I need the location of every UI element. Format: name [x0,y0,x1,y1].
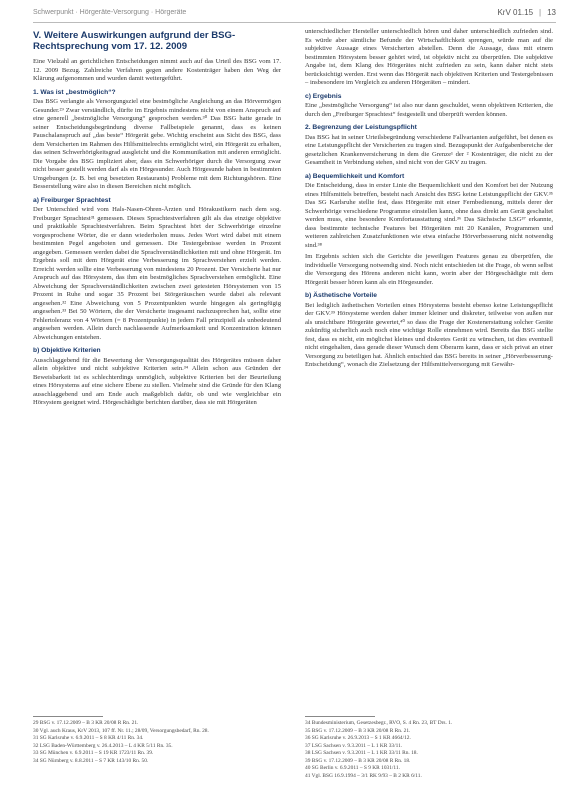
body-paragraph: Das BSG hat in seiner Urteilsbegründung verschiedene Fallvarianten aufgeführt, bei denen es eine Leistungspflicht der Versicherten zu tragen sind. Bezugspunkt der Aufgabenbereiche der gesetzlichen Krankenversicherung in dem die Grenze¹ der ² Kostenträger, die nicht zu der Gesamtheit in Verbindung stehen, sind nicht von der GKV zu tragen. [305,133,553,166]
subsection-heading: 1. Was ist „bestmöglich“? [33,88,116,96]
footnote: 40 SG Berlin v. 6.9.2011 – S 9 KR 1031/11. [305,765,400,771]
footnote: 39 BSG v. 17.12.2009 – B 3 KR 20/08 R Rn. 18. [305,757,411,764]
body-paragraph: Der Unterschied wird vom Hals-Nasen-Ohren-Ärzten und Hörakustikern nach dem sog. Freiburger Sprachtest³¹ gemessen. Dieses Sprachtestverfahren gilt als das einzige objektive und praktikable Sprachtestverfahren. Beim Sprachtest hört der Schwerhörige einzelne vorgesprochene Wörter, die er dann wiederholen muss. Jedes Wort wird dabei mit einem bestimmten Pegel angeboten und gemessen. Die Testergebnisse werden in Prozent angegeben. Gemessen werden dabei die Sprachverständlichkeiten mit und ohne Hörgerät. Im Ergebnis soll mit dem Hörgerät eine Verbesserung im Sprachverstehen erzielt werden. Erreicht werden sollte eine Verbesserung von mindestens 20 Prozent. Der Versicherte hat nur Anspruch auf das Hörsystem, das ihm ein bestmögliches Sprachverstehen ermöglicht. Eine Abweichung der Sprachverständlichkeiten zwischen zwei getesteten Hörsystemen von 15 Prozent in Ruhe und sogar 35 Prozent bei Störgeräuschen wurde dabei als relevant angesehen.³² Eine Abweichung von 5 Prozentpunkten wurde hingegen als geringfügig angesehen.³³ Bei 50 Wörtern, die der Versicherte insgesamt nachzusprechen hat, sollte eine Fehlertoleranz von 4 Wörtern (= 8 Prozentpunkte) in jedem Fall prinzipiell als unbedeutend angesehen werden. Allein durch nachlassende Aufmerksamkeit und Konzentration können Abweichungen entstehen. [33,206,281,341]
subsection-heading: a) Bequemlichkeit und Komfort [305,172,405,180]
body-paragraph: Das BSG verlangte als Versorgungsziel eine bestmögliche Angleichung an das Hörvermögen Gesunder.²⁹ Zwar verständlich, dürfte im Ergebnis mindestens nicht von einem Anspruch auf eine generell „bestmögliche Versorgung“ gesprochen werden.³⁰ Das BSG hatte gerade in seiner Entscheidungsbegründung diverse Fallbeispiele genannt, dass es keinen Pauschalanspruch auf „das beste“ Hörgerät gebe. Wichtig erscheint aus Sicht des BSG, dass dem Versicherten im Rahmen des Hilfsmittelrechts ermöglicht wird, ein Hörgerät zu erhalten, das seinen Schwerhörigkeitsgrad ausgleicht und die Kommunikation mit anderen ermöglicht. Die Vorgabe des BSG impliziert aber, dass ein Schwerhöriger durch die Versorgung zwar nicht besser gestellt werden darf als ein Hörgesunder. Auch Hörgesunde haben in bestimmten Umgebungen (z. B. bei eng besetzten Restaurants) Probleme mit dem Richtungshören. Eine Besserstellung wäre also in diesen Bereichen nicht möglich. [33,98,281,190]
running-header-journal: KrV 01.15 | 13 [497,8,556,17]
body-paragraph: Bei lediglich ästhetischen Vorteilen eines Hörsystems besteht ebenso keine Leistungspflicht der GKV.³⁹ Hörsysteme werden daher immer kleiner und diskreter, teilweise von außen nur als unsichtbare Hörgeräte gewertet,⁴⁰ so dass die Frage der Kostenerstattung solcher Geräte zukünftig sicherlich auch noch eine wichtige Rolle einnehmen wird. Bereits das BSG stellte fest, dass es nicht, ein möglichst kleines und diskretes Gerät zu wünschen, ist dies eventuell nicht eingehalten, dass gerade dieser Wunsch dem Oberarm kann, dass er sich privat an einer Versorgung zu beteiligen hat. Ähnlich entschied das BSG bereits in seiner „Hörverbesserung-Entscheidung“, wonach die Zielsetzung der Hilfsmittelversorgung mit Gewähr- [305,301,553,368]
footnote: 37 LSG Sachsen v. 9.3.2011 – L 1 KR 33/11. [305,742,403,749]
footnote: 36 SG Karlsruhe v. 26.9.2013 – S 1 KR 4664/12. [305,735,411,741]
footnotes-right [305,716,553,780]
subsection-heading: b) Objektive Kriterien [33,347,101,354]
left-column [33,28,281,411]
body-paragraph: Eine „bestmögliche Versorgung“ ist also nur dann geschuldet, wenn objektiven Kriterien, die durch den „Freiburger Sprachtest“ festgestellt und überprüft werden können. [305,102,553,118]
footnote: 35 BSG v. 17.12.2009 – B 3 KR 20/08 R Rn. 21. [305,727,411,734]
body-paragraph: Im Ergebnis schien sich die Gerichte die jeweiligen Features genau zu überprüfen, die individuelle Versorgung notwendig sind. Noch nicht entschieden ist die Frage, ob wenn selbst die Versorgung des Hörens anderen nicht kann, worin aber der Hörgeschädigte mit dem Hörgerät besser hören kann als ein Hörgesunder. [305,253,553,286]
page-number: 13 [547,8,556,17]
footnote: 41 Vgl. BSG 16.9.1994 – 3/1 RK 9/93 – B 2 KR 6/11. [305,772,422,779]
footnote: 32 LSG Baden-Württemberg v. 26.4.2013 – L 4 KR 5/11 Rn. 35. [33,742,173,749]
body-paragraph: Die Entscheidung, dass in erster Linie die Bequemlichkeit und den Komfort bei der Nutzung eines Hilfsmittels betreffen, besteht nach Ansicht des BSG keine Leistungspflicht der GKV.³⁵ Das SG Karlsruhe stellte fest, dass Hörgeräte mit einer Fernbedienung, mittels derer der Schwerhörige verschiedene Programme einstellen kann, ohne dass direkt am Gerät geschaltet werden muss, eine besondere Komfortausstattung sind.³⁶ Das Sächsische LSG³⁷ erkannte, dass bestimmte technische Features bei Hörgeräten mit 20 Kanälen, Programmen und weiteren zahlreichen Zusatzfunktionen wie etwa einfache Hörverbesserung nicht notwendig sind.³⁸ [305,182,553,249]
right-column [305,28,553,373]
footnote: 33 SG München v. 6.9.2011 – S 19 KR 1723/11 Rn. 39. [33,750,154,756]
subsection-heading: b) Ästhetische Vorteile [305,292,377,299]
section-title: V. Weitere Auswirkungen aufgrund der BSG-Rechtsprechung vom 17. 12. 2009 [33,30,236,52]
footnote: 29 BSG v. 17.12.2009 – B 3 KR 20/08 R Rn. 21. [33,720,139,726]
running-header [33,6,556,23]
footnote: 30 Vgl. auch Kraus, KrV 2013, 107 ff. Nr. 11.; 28/09, Versorgungsbedarf, Rn. 28. [33,727,209,734]
body-paragraph: unterschiedlicher Hersteller unterschiedlich hören und daher unterschiedlich zufrieden sind. Es würde aber sämtliche Befunde der Wirtschaftlichkeit sprengen, würde man auf die subjektive Aussage eines Versicherten abstellen. Denn die Aussage, dass mit einem bestimmten Hörsystem besser gehört wird, ist objektiv nicht zu überprüfen. Die subjektive Angabe ist, dem Klang des Hörgerätes nicht zufrieden zu sein, kann daher nicht stets berücksichtigt werden. Erst wenn das Hörgerät nach objektiven Kriterien und Testergebnissen – insbesondere im Vergleich zu anderen Hörgeräten – mindert. [305,28,553,86]
running-header-section: Schwerpunkt · Hörgeräte-Versorgung · Hörgeräte [33,9,187,16]
body-paragraph: Ausschlaggebend für die Bewertung der Versorgungsqualität des Hörgerätes müssen daher allein objektive und nicht subjektive Kriterien sein.³⁴ Allein schon aus Gründen der Beweisbarkeit ist es schlechterdings unmöglich, subjektive Kriterien bei der Beurteilung eines Hörsystems auf eine sichere Ebene zu stellen. Vielmehr sind die Gründe für den Klang ausschlaggebend und am Ende auch maßgeblich dafür, ob und wie vergleichbar ein Hörsystem geeignet wird. Hörgeschädigte berichten darüber, dass sie mit Hörgeräten [33,356,281,406]
footnote-rule [33,716,103,717]
footnote-rule [305,716,375,717]
footnote: 38 LSG Sachsen v. 9.3.2011 – L 1 KR 33/11 Rn. 18. [305,750,418,756]
footnotes-left [33,716,281,765]
footnote: 34 SG Nürnberg v. 8.8.2011 – S 7 KR 143/10 Rn. 50. [33,757,149,764]
subsection-heading: c) Ergebnis [305,92,342,100]
footnote: 34 Bundesministerium, Gesetzesbegr., RVO, S. 4 Rn. 23, BT Drs. 1. [305,720,453,726]
subsection-heading: 2. Begrenzung der Leistungspflicht [305,124,417,131]
journal-issue: KrV 01.15 [497,8,534,17]
body-paragraph: Eine Vielzahl an gerichtlichen Entscheidungen nimmt auch auf das Urteil des BSG vom 17. 12. 2009 Bezug. Zahlreiche Verfahren gegen andere Kostenträger haben den Weg der Klärung aufgenommen und wurden damit weitergeführt. [33,58,281,82]
subsection-heading: a) Freiburger Sprachtest [33,196,111,204]
footnote: 31 SG Karlsruhe v. 6.9.2011 – S 8 KR 4/11 Rn. 34. [33,735,144,741]
